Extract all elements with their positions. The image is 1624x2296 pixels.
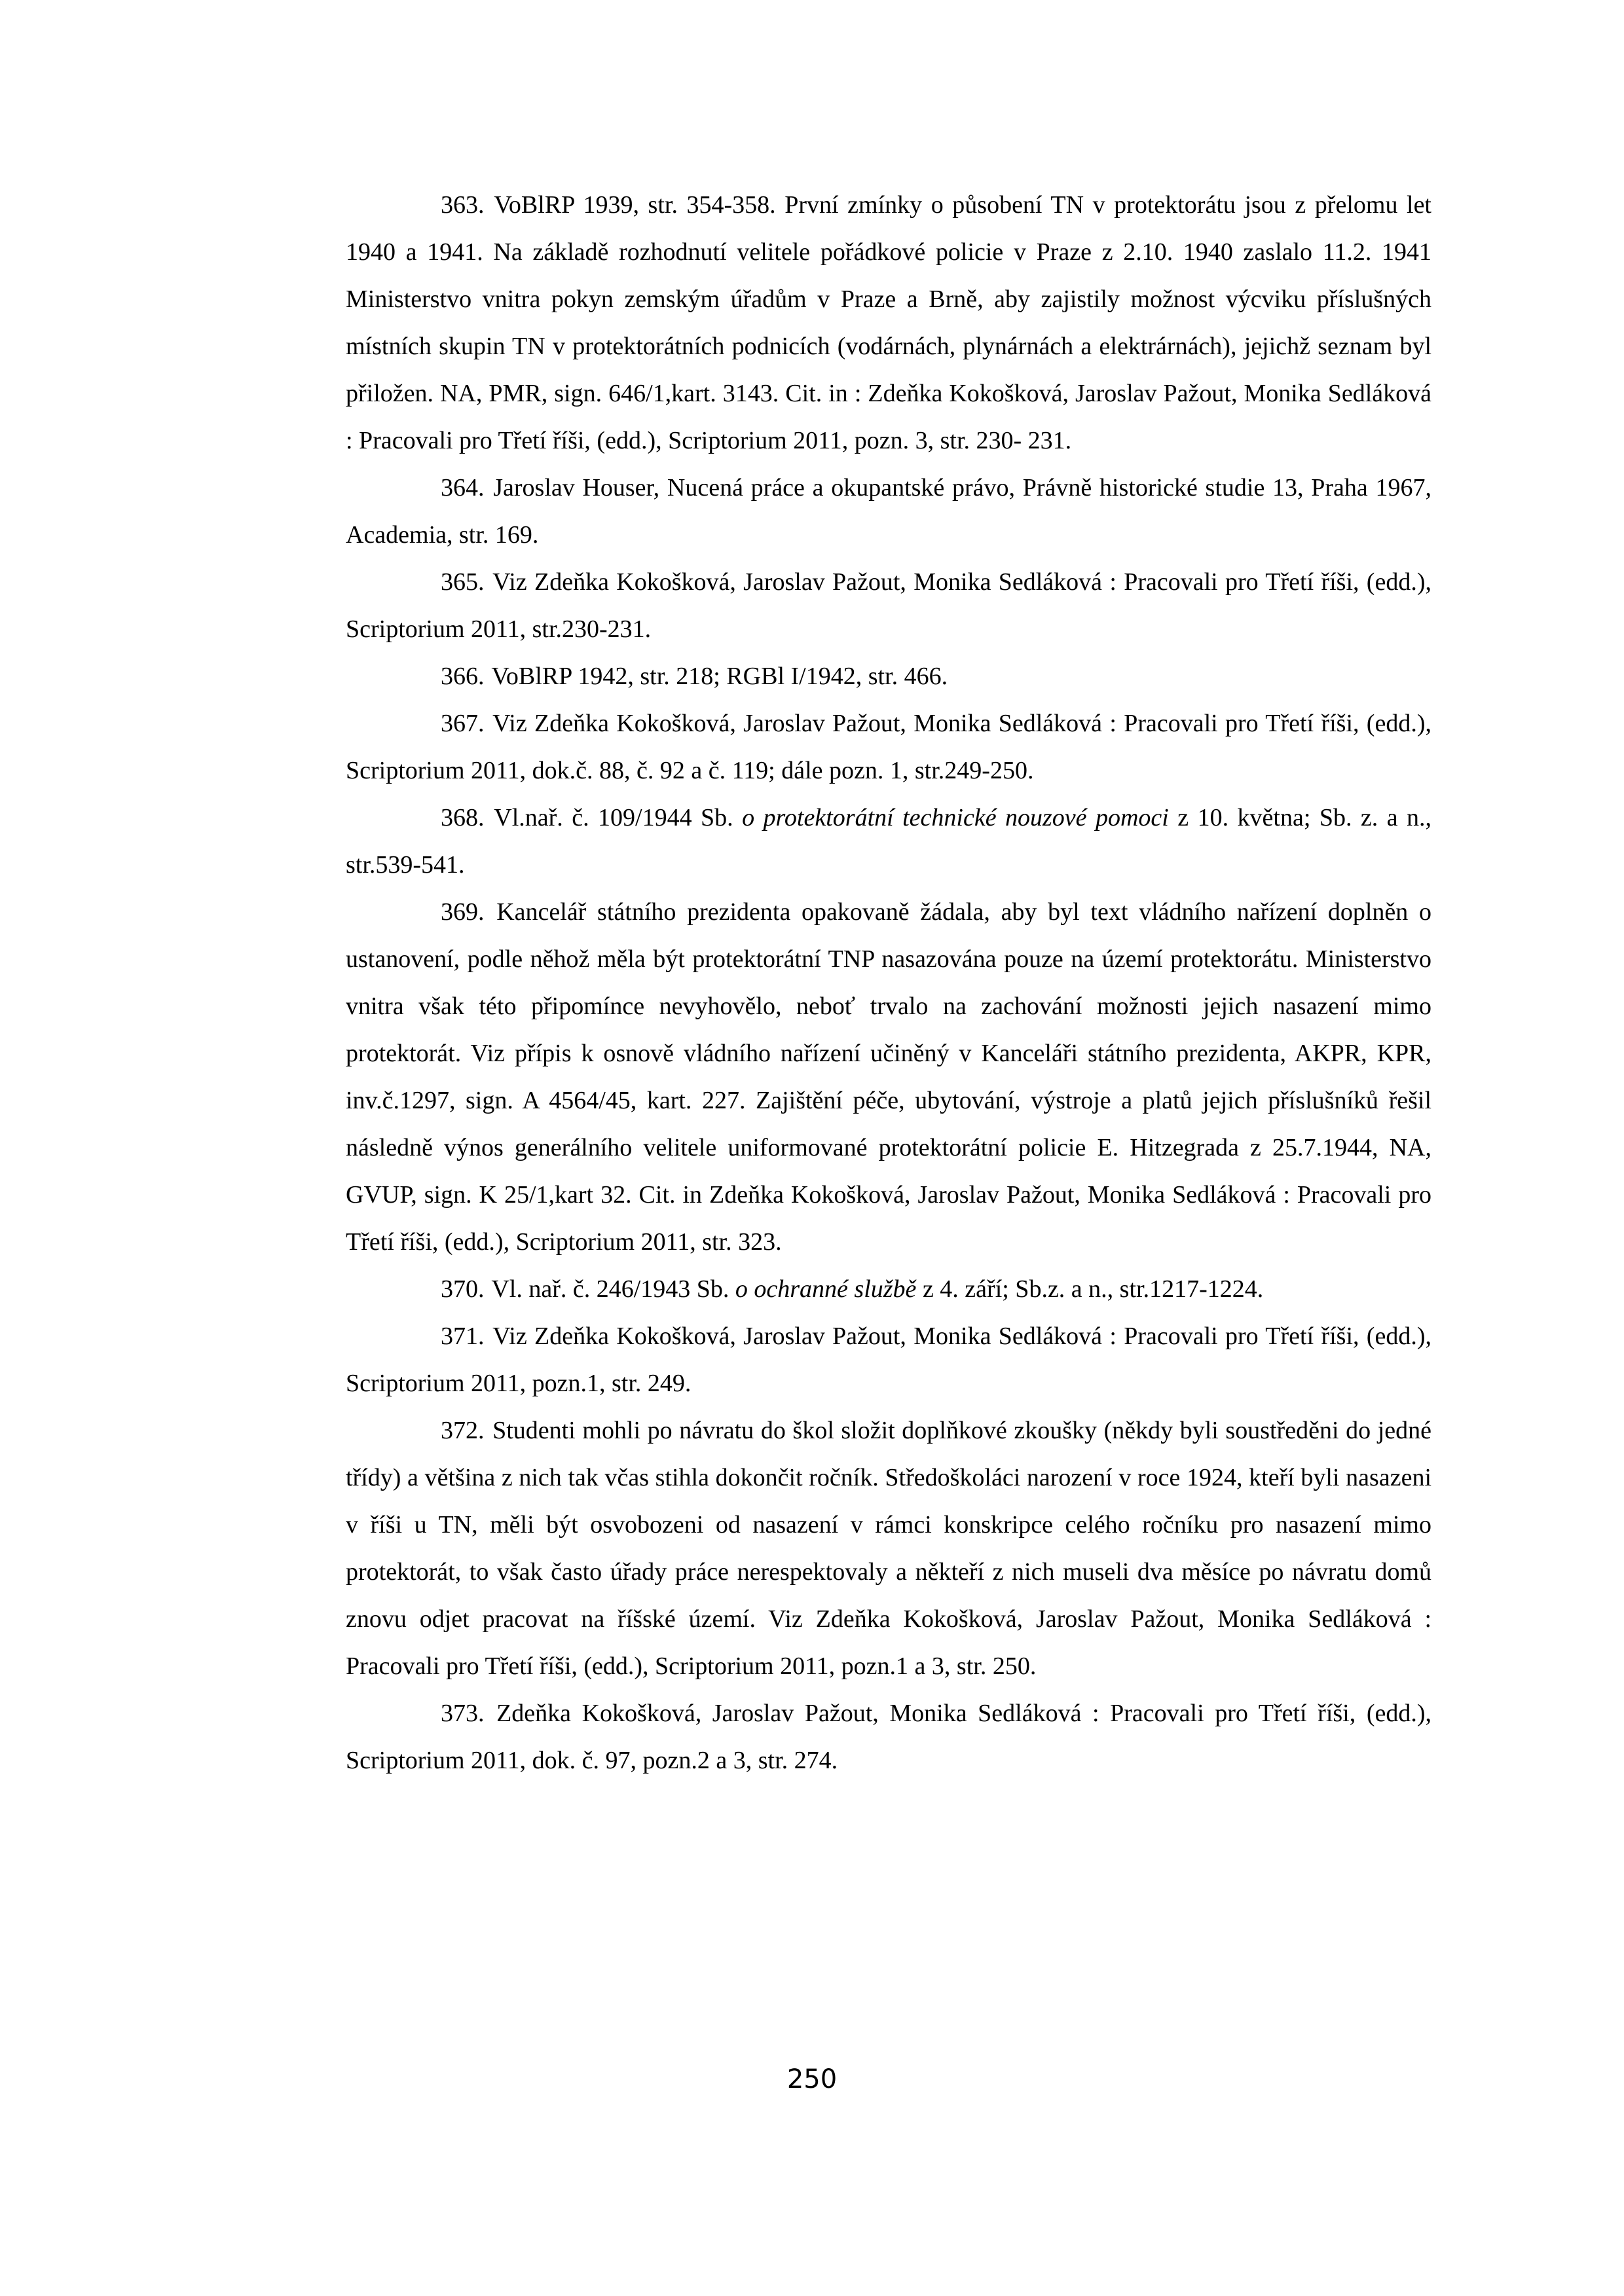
- footnote-text: Kancelář státního prezidenta opakovaně žádala, aby byl text vládního nařízení doplněn o ustanovení, podle něhož měla být protektorátní TNP nasazována pouze na území protektorátu. Ministerstvo vnitra však této připomínce nevyhovělo, neboť trvalo na zachování možnosti jejich nasazení mimo protektorát. Viz přípis k osnově vládního nařízení učiněný v Kanceláři státního prezidenta, AKPR, KPR, inv.č.1297, sign. A 4564/45, kart. 227. Zajištění péče, ubytování, výstroje a platů jejich příslušníků řešil následně výnos generálního velitele uniformované protektorátní policie E. Hitzegrada z 25.7.1944, NA, GVUP, sign. K 25/1,kart 32. Cit. in Zdeňka Kokošková, Jaroslav Pažout, Monika Sedláková : Pracovali pro Třetí říši, (edd.), Scriptorium 2011, str. 323.: [346, 898, 1432, 1256]
- footnote-number: 372.: [441, 1417, 485, 1444]
- footnote-text: VoBlRP 1939, str. 354-358. První zmínky o působení TN v protektorátu jsou z přelomu let 1940 a 1941. Na základě rozhodnutí velitele pořádkové policie v Praze z 2.10. 1940 zaslalo 11.2. 1941 Ministerstvo vnitra pokyn zemským úřadům v Praze a Brně, aby zajistily možnost výcviku příslušných místních skupin TN v protektorátních podnicích (vodárnách, plynárnách a elektrárnách), jejichž seznam byl přiložen. NA, PMR, sign. 646/1,kart. 3143. Cit. in : Zdeňka Kokošková, Jaroslav Pažout, Monika Sedláková : Pracovali pro Třetí říši, (edd.), Scriptorium 2011, pozn. 3, str. 230- 231.: [346, 191, 1431, 454]
- footnote-text: Viz Zdeňka Kokošková, Jaroslav Pažout, Monika Sedláková : Pracovali pro Třetí říši, (edd.), Scriptorium 2011, str.230-231.: [346, 568, 1431, 643]
- footnote-number: 369.: [441, 898, 485, 926]
- footnotes-block: [346, 181, 1431, 1784]
- footnote-number: 366.: [441, 663, 485, 690]
- footnote-text: VoBlRP 1942, str. 218; RGBl I/1942, str. 466.: [491, 663, 948, 690]
- footnote-text: Jaroslav Houser, Nucená práce a okupantské právo, Právně historické studie 13, Praha 1967, Academia, str. 169.: [346, 474, 1431, 549]
- footnote-366: [346, 653, 1431, 700]
- footnote-number: 373.: [441, 1700, 485, 1727]
- footnote-number: 368.: [441, 804, 485, 831]
- footnote-text-after: z 10. května; Sb. z. a n., str.539-541.: [346, 804, 1431, 879]
- footnote-text: Viz Zdeňka Kokošková, Jaroslav Pažout, Monika Sedláková : Pracovali pro Třetí říši, (edd.), Scriptorium 2011, dok.č. 88, č. 92 a č. 119; dále pozn. 1, str.249-250.: [346, 710, 1431, 784]
- footnote-text: Zdeňka Kokošková, Jaroslav Pažout, Monika Sedláková : Pracovali pro Třetí říši, (edd.), Scriptorium 2011, dok. č. 97, pozn.2 a 3, str. 274.: [346, 1700, 1431, 1774]
- footnote-369: [346, 888, 1431, 1266]
- footnote-text-before: Vl. nař. č. 246/1943 Sb.: [491, 1275, 735, 1303]
- footnote-number: 363.: [441, 191, 485, 219]
- page-number: 250: [786, 2064, 838, 2094]
- footnote-text-before: Vl.nař. č. 109/1944 Sb.: [494, 804, 743, 831]
- footnote-368: [346, 794, 1431, 888]
- footnote-text-after: z 4. září; Sb.z. a n., str.1217-1224.: [916, 1275, 1264, 1303]
- footnote-text: Studenti mohli po návratu do škol složit doplňkové zkoušky (někdy byli soustředěni do jedné třídy) a většina z nich tak včas stihla dokončit ročník. Středoškoláci narození v roce 1924, kteří byli nasazeni v říši u TN, měli být osvobozeni od nasazení v rámci konskripce celého ročníku pro nasazení mimo protektorát, to však často úřady práce nerespektovaly a někteří z nich museli dva měsíce po návratu domů znovu odjet pracovat na říšské území. Viz Zdeňka Kokošková, Jaroslav Pažout, Monika Sedláková : Pracovali pro Třetí říši, (edd.), Scriptorium 2011, pozn.1 a 3, str. 250.: [346, 1417, 1432, 1680]
- footnote-number: 371.: [441, 1322, 485, 1350]
- footnote-number: 370.: [441, 1275, 485, 1303]
- footnote-363: [346, 181, 1431, 464]
- footnote-373: [346, 1690, 1431, 1784]
- footnote-371: [346, 1313, 1431, 1407]
- footnote-372: [346, 1407, 1431, 1690]
- footnote-italic-title: o ochranné službě: [735, 1275, 917, 1303]
- footnote-370: [346, 1266, 1431, 1313]
- footnote-text: Viz Zdeňka Kokošková, Jaroslav Pažout, Monika Sedláková : Pracovali pro Třetí říši, (edd.), Scriptorium 2011, pozn.1, str. 249.: [346, 1322, 1431, 1397]
- footnote-364: [346, 464, 1431, 558]
- footnote-number: 365.: [441, 568, 485, 596]
- footnote-365: [346, 558, 1431, 653]
- footnote-number: 364.: [441, 474, 485, 501]
- footnote-367: [346, 700, 1431, 794]
- footnote-italic-title: o protektorátní technické nouzové pomoci: [742, 804, 1169, 831]
- footnote-number: 367.: [441, 710, 485, 737]
